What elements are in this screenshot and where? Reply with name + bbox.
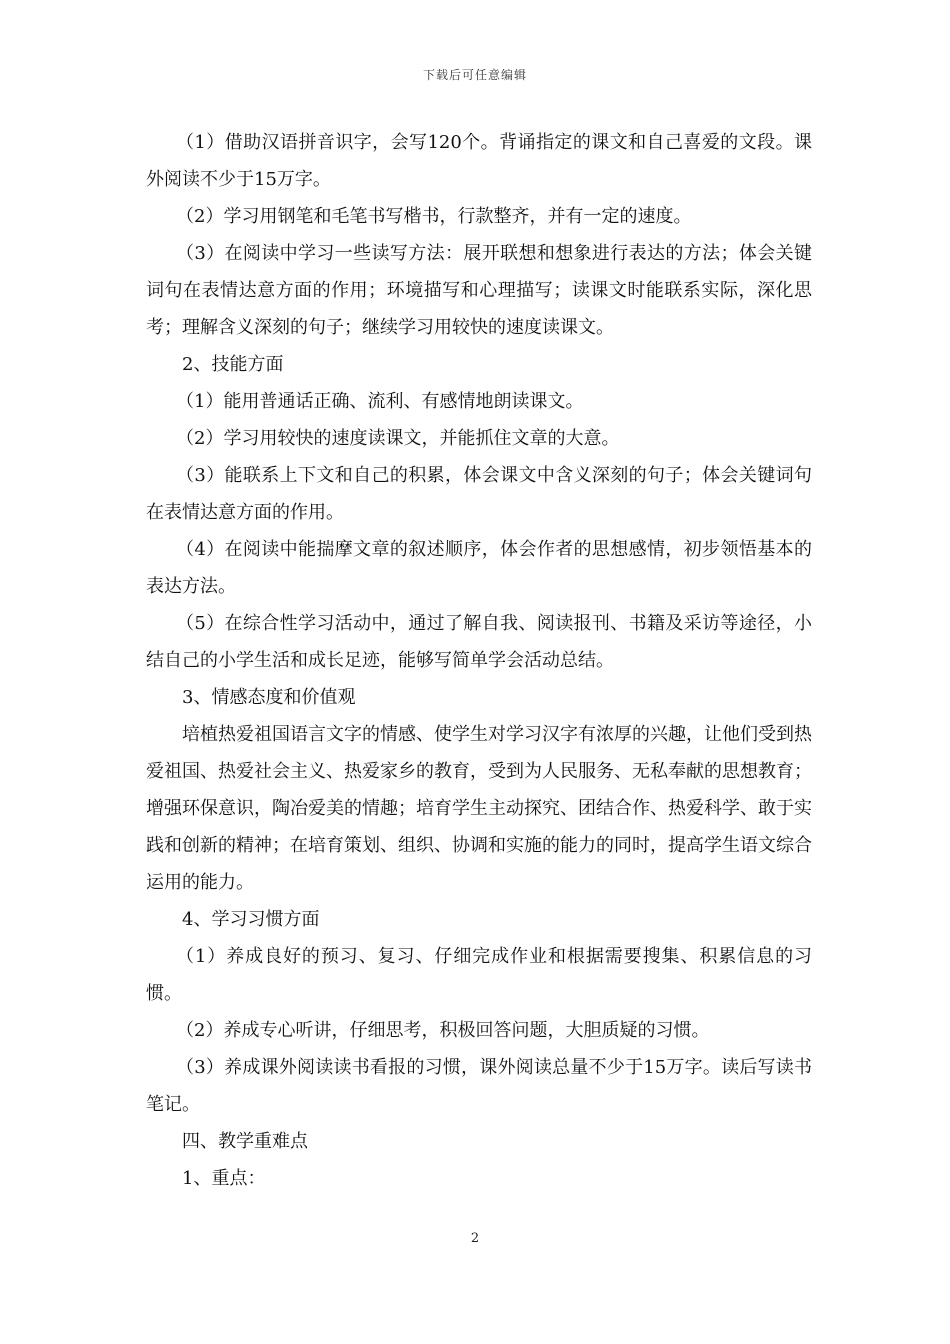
paragraph-goal-2: （2）学习用钢笔和毛笔书写楷书，行款整齐，并有一定的速度。 <box>176 206 692 227</box>
paragraph-goal-3: （3）在阅读中学习一些读写方法：展开联想和想象进行表达的方法；体会关键词句在表情达意方面的作用；环境描写和心理描写；读课文时能联系实际，深化思考；理解含义深刻的句子；继续学习用较快的速度读课文。 <box>146 243 812 338</box>
paragraph-habit-1: （1）养成良好的预习、复习、仔细完成作业和根据需要搜集、积累信息的习惯。 <box>146 946 812 1004</box>
section-heading-habits: 4、学习习惯方面 <box>182 909 320 930</box>
paragraph-habit-2: （2）养成专心听讲，仔细思考，积极回答问题，大胆质疑的习惯。 <box>176 1020 710 1041</box>
paragraph-skill-5: （5）在综合性学习活动中，通过了解自我、阅读报刊、书籍及采访等途径，小结自己的小学生活和成长足迹，能够写简单学会活动总结。 <box>146 613 812 671</box>
paragraph-skill-1: （1）能用普通话正确、流利、有感情地朗读课文。 <box>176 391 584 412</box>
paragraph-attitude: 培植热爱祖国语言文字的情感、使学生对学习汉字有浓厚的兴趣，让他们受到热爱祖国、热爱社会主义、热爱家乡的教育，受到为人民服务、无私奉献的思想教育；增强环保意识，陶冶爱美的情趣；培育学生主动探究、团结合作、热爱科学、敢于实践和创新的精神；在培育策划、组织、协调和实施的能力的同时，提高学生语文综合运用的能力。 <box>146 724 812 893</box>
subsection-heading-focus: 1、重点： <box>182 1168 266 1189</box>
paragraph-goal-1: （1）借助汉语拼音识字，会写120个。背诵指定的课文和自己喜爱的文段。课外阅读不少于15万字。 <box>146 132 812 190</box>
document-body <box>146 124 812 1197</box>
section-heading-attitude: 3、情感态度和价值观 <box>182 687 356 708</box>
page-header: 下载后可任意编辑 <box>422 68 527 82</box>
section-heading-key-points: 四、教学重难点 <box>182 1131 308 1152</box>
paragraph-skill-4: （4）在阅读中能揣摩文章的叙述顺序，体会作者的思想感情，初步领悟基本的表达方法。 <box>146 539 812 597</box>
paragraph-skill-2: （2）学习用较快的速度读课文，并能抓住文章的大意。 <box>176 428 620 449</box>
paragraph-habit-3: （3）养成课外阅读读书看报的习惯，课外阅读总量不少于15万字。读后写读书笔记。 <box>146 1057 812 1115</box>
page-number: 2 <box>470 1231 480 1246</box>
paragraph-skill-3: （3）能联系上下文和自己的积累，体会课文中含义深刻的句子；体会关键词句在表情达意方面的作用。 <box>146 465 812 523</box>
section-heading-skills: 2、技能方面 <box>182 354 284 375</box>
